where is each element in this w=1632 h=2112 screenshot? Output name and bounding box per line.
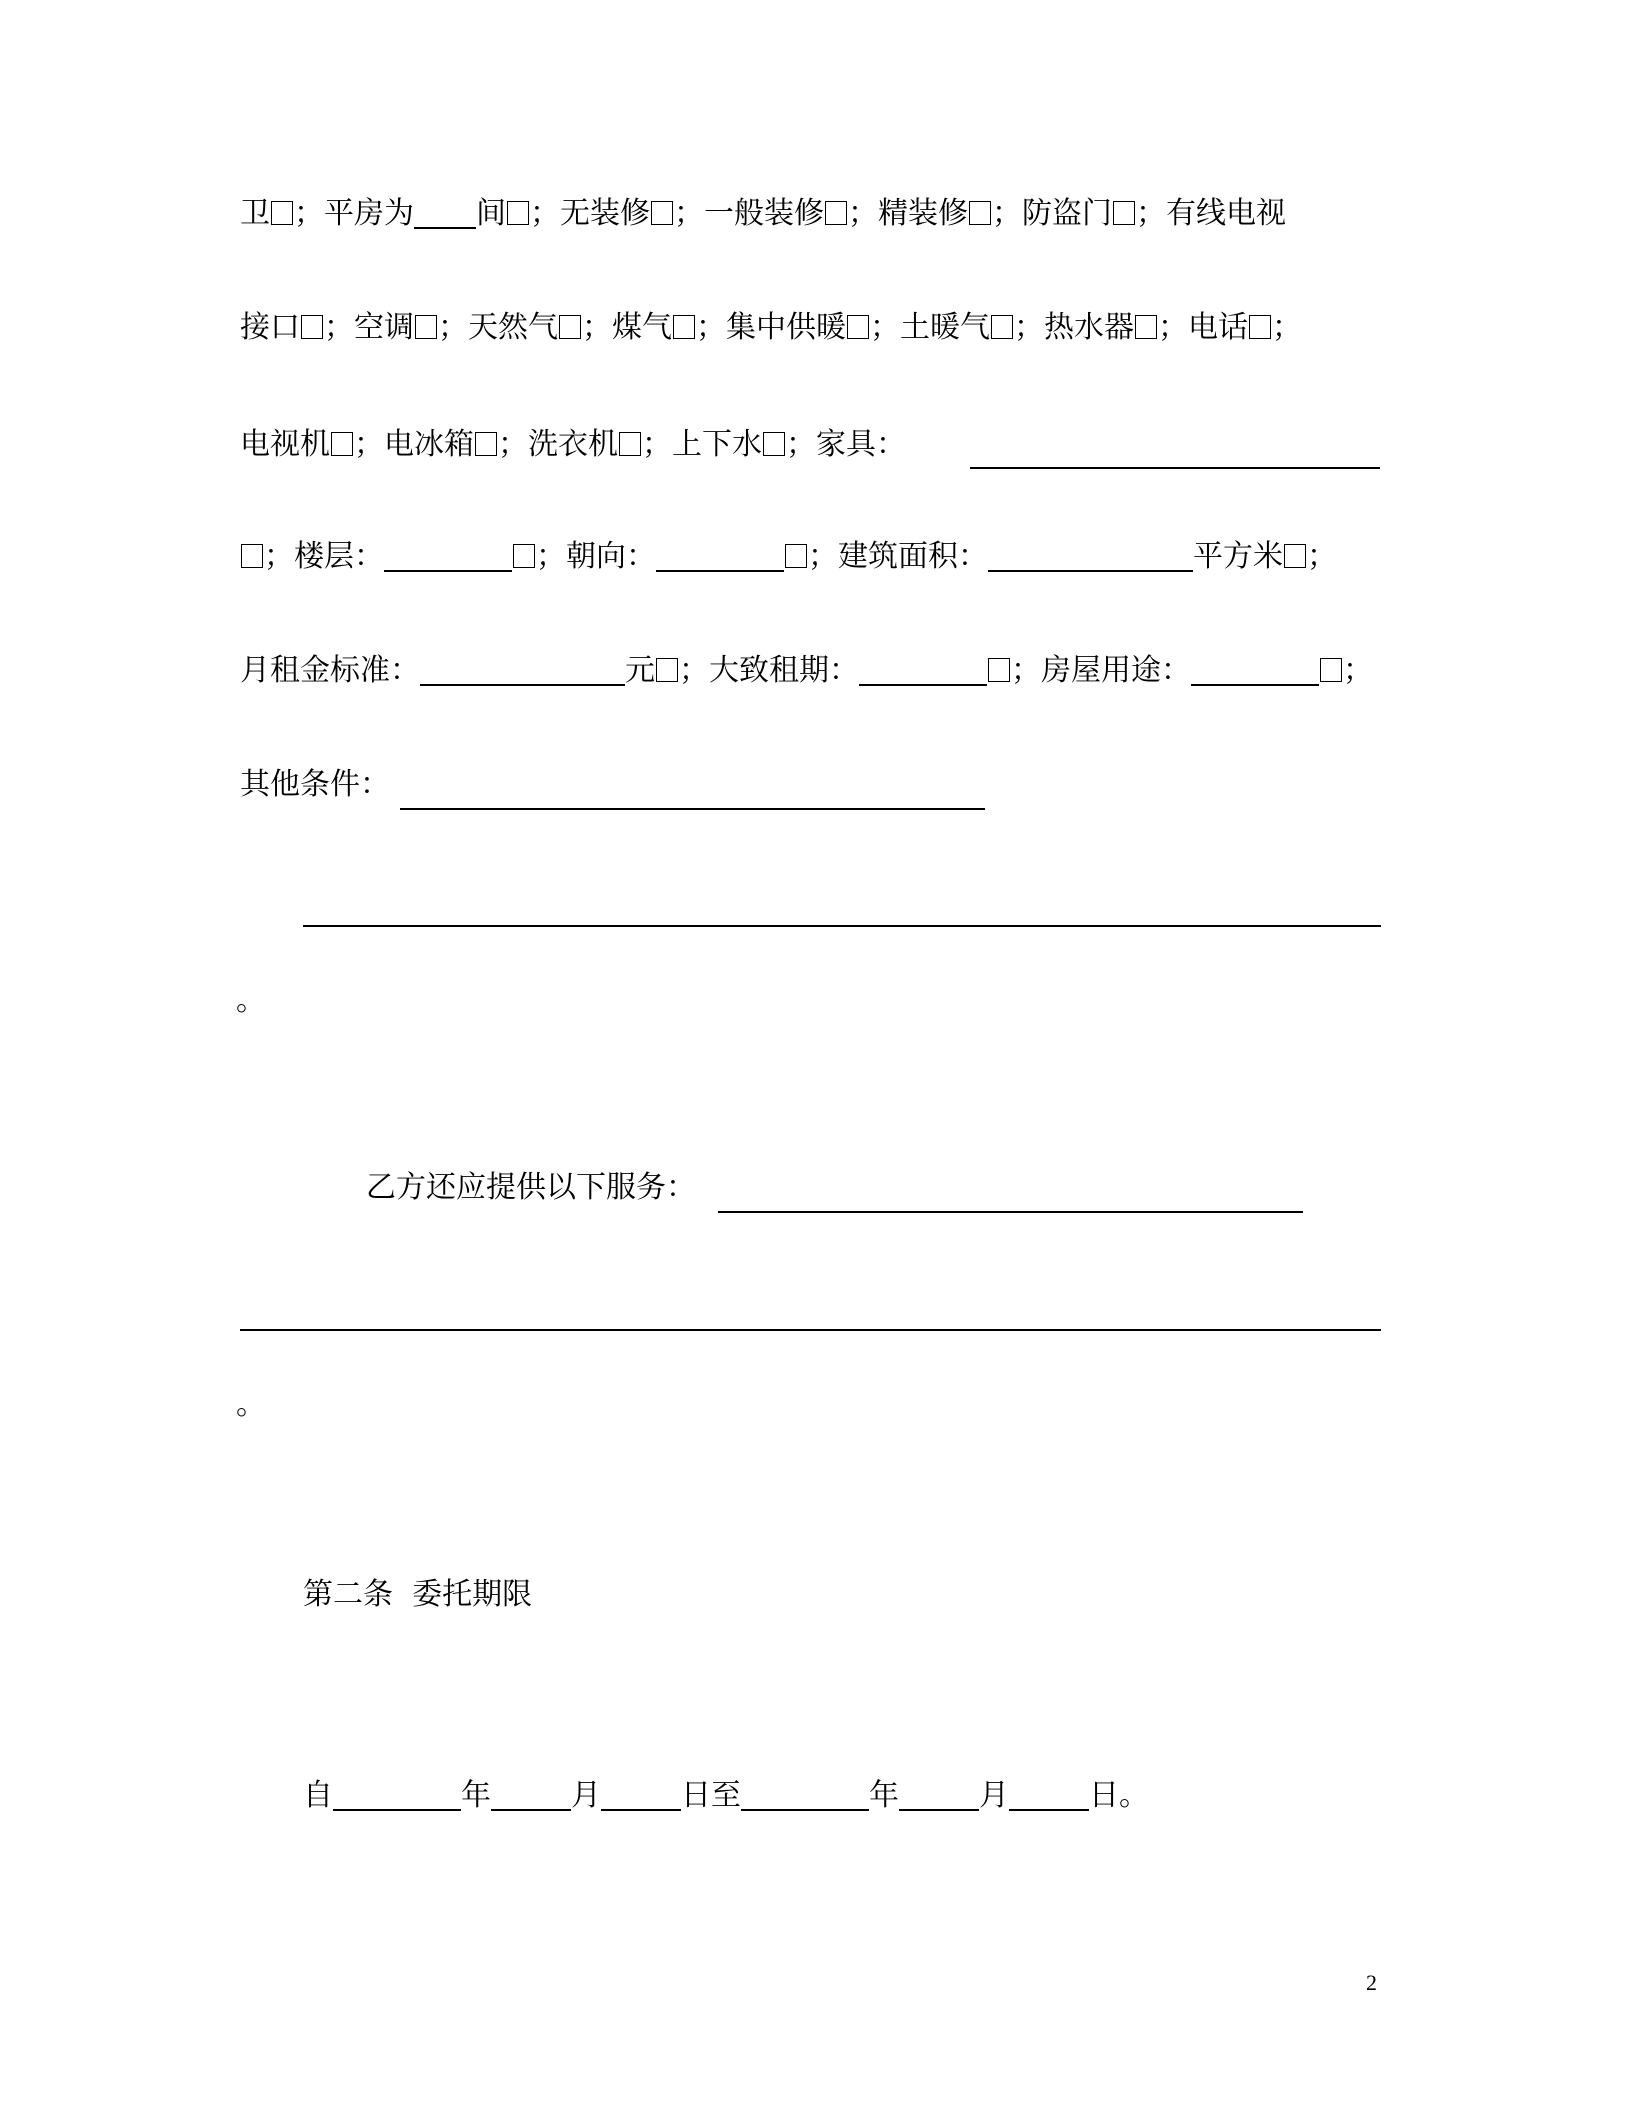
text: ；热水器 [1014, 310, 1134, 345]
text: ；房屋用途： [1011, 653, 1191, 688]
form-line-5 [240, 651, 1373, 691]
checkbox[interactable] [969, 201, 991, 225]
form-line-2 [240, 308, 1302, 348]
text: 其他条件： [240, 767, 390, 802]
text: 年 [869, 1778, 899, 1813]
text: ；有线电视 [1136, 196, 1286, 231]
blank-field-other-conditions-line2[interactable] [303, 925, 1381, 927]
text: 卫 [240, 196, 270, 231]
text: ； [1343, 653, 1373, 688]
text: ；空调 [324, 310, 414, 345]
checkbox[interactable] [619, 432, 641, 456]
text: ；天然气 [438, 310, 558, 345]
checkbox[interactable] [475, 432, 497, 456]
form-line-3 [240, 425, 906, 465]
blank-field-start-month[interactable] [491, 1779, 571, 1811]
period-mark: 。 [236, 983, 266, 1018]
blank-field-start-day[interactable] [601, 1779, 681, 1811]
text: ；电冰箱 [354, 427, 474, 462]
text: 自 [303, 1778, 333, 1813]
checkbox[interactable] [847, 315, 869, 339]
blank-field-end-day[interactable] [1009, 1779, 1089, 1811]
checkbox[interactable] [656, 658, 678, 682]
blank-field-start-year[interactable] [333, 1779, 461, 1811]
blank-field-usage[interactable] [1191, 654, 1319, 686]
checkbox[interactable] [1249, 315, 1271, 339]
checkbox[interactable] [825, 201, 847, 225]
checkbox[interactable] [1135, 315, 1157, 339]
text: ；电话 [1158, 310, 1248, 345]
text: 平方米 [1193, 539, 1283, 574]
text: ；上下水 [642, 427, 762, 462]
service-line [366, 1168, 696, 1208]
text: ；建筑面积： [808, 539, 988, 574]
checkbox[interactable] [1113, 201, 1135, 225]
checkbox[interactable] [415, 315, 437, 339]
checkbox[interactable] [301, 315, 323, 339]
text: 月 [979, 1778, 1009, 1813]
text: 元 [625, 653, 655, 688]
text: 月 [571, 1778, 601, 1813]
text: 月租金标准： [240, 653, 420, 688]
text: ；精装修 [848, 196, 968, 231]
blank-field-end-year[interactable] [741, 1779, 869, 1811]
checkbox[interactable] [673, 315, 695, 339]
blank-field-services-line2[interactable] [240, 1329, 1381, 1331]
text: ；防盗门 [992, 196, 1112, 231]
blank-field-services[interactable] [718, 1211, 1303, 1213]
blank-field-furniture[interactable] [970, 467, 1380, 469]
checkbox[interactable] [651, 201, 673, 225]
text: ；朝向： [536, 539, 656, 574]
article-heading [303, 1575, 532, 1615]
text: ；土暖气 [870, 310, 990, 345]
checkbox[interactable] [513, 544, 535, 568]
form-line-1 [240, 194, 1286, 234]
page-number: 2 [1366, 1970, 1377, 1995]
text: 日至 [681, 1778, 741, 1813]
checkbox[interactable] [271, 201, 293, 225]
text: ；洗衣机 [498, 427, 618, 462]
text: 间 [476, 196, 506, 231]
text: 日。 [1089, 1778, 1149, 1813]
text: ；家具： [786, 427, 906, 462]
blank-field-floor[interactable] [384, 540, 512, 572]
text: 接口 [240, 310, 300, 345]
checkbox[interactable] [988, 658, 1010, 682]
text: ； [1272, 310, 1302, 345]
text: ；平房为 [294, 196, 414, 231]
text: 电视机 [240, 427, 330, 462]
form-line-6 [240, 765, 390, 805]
text: ；集中供暖 [696, 310, 846, 345]
blank-field-other-conditions[interactable] [400, 808, 985, 810]
checkbox[interactable] [559, 315, 581, 339]
article-2-title: 第二条 委托期限 [303, 1577, 533, 1612]
period-mark: 。 [236, 1387, 266, 1422]
blank-field-orientation[interactable] [656, 540, 784, 572]
text: ；大致租期： [679, 653, 859, 688]
checkbox[interactable] [1320, 658, 1342, 682]
blank-field-area[interactable] [988, 540, 1193, 572]
blank-field-lease-term[interactable] [859, 654, 987, 686]
text: ；无装修 [530, 196, 650, 231]
checkbox[interactable] [241, 544, 263, 568]
text: ；一般装修 [674, 196, 824, 231]
text: ； [1307, 539, 1337, 574]
blank-field-rooms[interactable] [414, 197, 476, 229]
checkbox[interactable] [331, 432, 353, 456]
checkbox[interactable] [1284, 544, 1306, 568]
text: ；煤气 [582, 310, 672, 345]
blank-field-end-month[interactable] [899, 1779, 979, 1811]
service-label: 乙方还应提供以下服务： [366, 1170, 696, 1205]
checkbox[interactable] [991, 315, 1013, 339]
date-range-line [303, 1776, 1149, 1816]
checkbox[interactable] [785, 544, 807, 568]
blank-field-rent[interactable] [420, 654, 625, 686]
text: ；楼层： [264, 539, 384, 574]
form-line-4 [240, 537, 1337, 577]
text: 年 [461, 1778, 491, 1813]
checkbox[interactable] [763, 432, 785, 456]
checkbox[interactable] [507, 201, 529, 225]
